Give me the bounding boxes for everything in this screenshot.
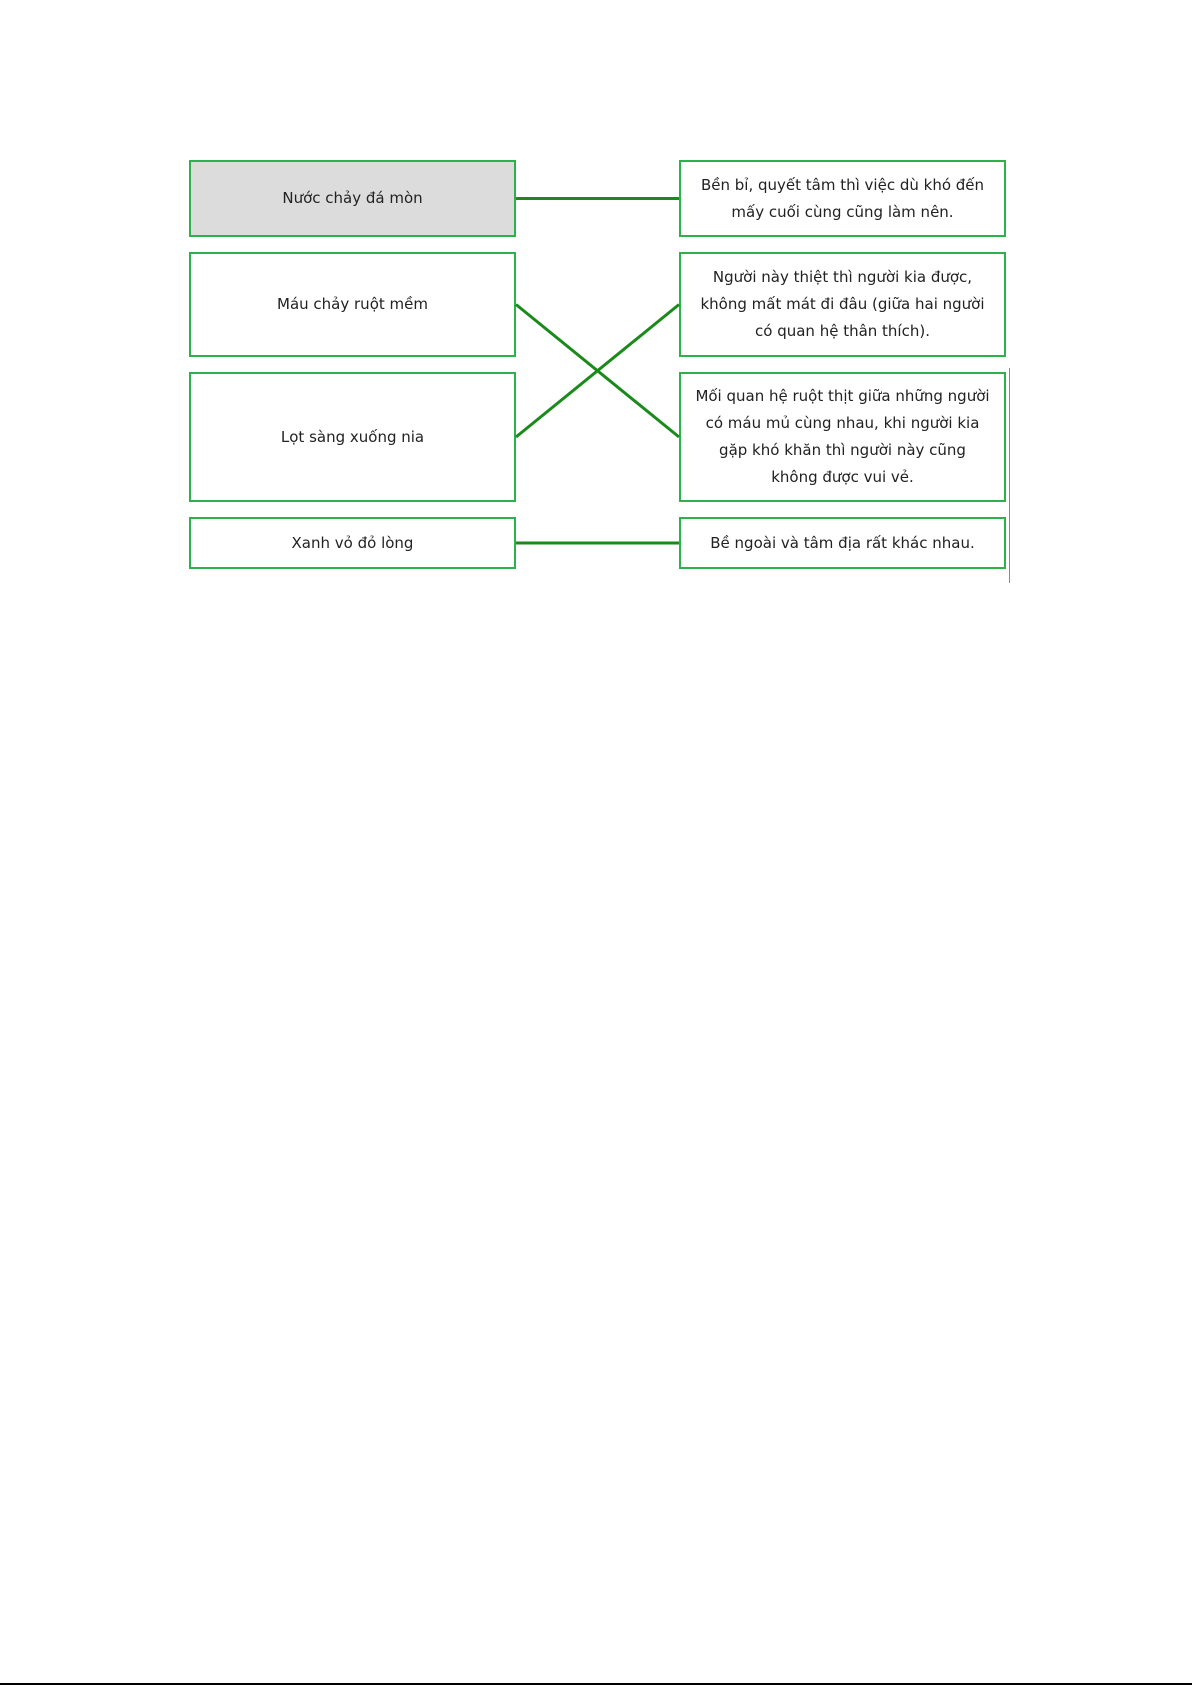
right-item-label: Người này thiệt thì người kia được, không mất mát đi đâu (giữa hai người có quan hệ thân thích). — [700, 268, 985, 340]
right-item-label: Bền bỉ, quyết tâm thì việc dù khó đến mấy cuối cùng cũng làm nên. — [700, 175, 985, 221]
left-item-xanh-vo-do-long[interactable] — [189, 517, 516, 569]
left-item-lot-sang-xuong-nia[interactable] — [189, 372, 516, 502]
right-item-be-ngoai[interactable] — [679, 517, 1006, 569]
left-item-label: Máu chảy ruột mềm — [277, 295, 428, 313]
right-item-nguoi-nay-thiet[interactable] — [679, 252, 1006, 357]
left-item-nuoc-chay-da-mon[interactable] — [189, 160, 516, 237]
left-item-label: Lọt sàng xuống nia — [280, 427, 425, 446]
right-item-moi-quan-he-ruot-thit[interactable] — [679, 372, 1006, 502]
right-item-ben-bi[interactable] — [679, 160, 1006, 237]
connector-line-3 — [516, 305, 679, 438]
connector-line-2 — [516, 305, 679, 438]
left-item-label: Xanh vỏ đỏ lòng — [291, 533, 414, 552]
right-item-label: Bề ngoài và tâm địa rất khác nhau. — [710, 533, 975, 552]
left-item-label: Nước chảy đá mòn — [282, 189, 423, 207]
side-divider — [1009, 368, 1010, 583]
left-item-mau-chay-ruot-mem[interactable] — [189, 252, 516, 357]
right-item-label: Mối quan hệ ruột thịt giữa những người có máu mủ cùng nhau, khi người kia gặp khó khăn thì người này cũng không được vui vẻ. — [695, 387, 990, 486]
